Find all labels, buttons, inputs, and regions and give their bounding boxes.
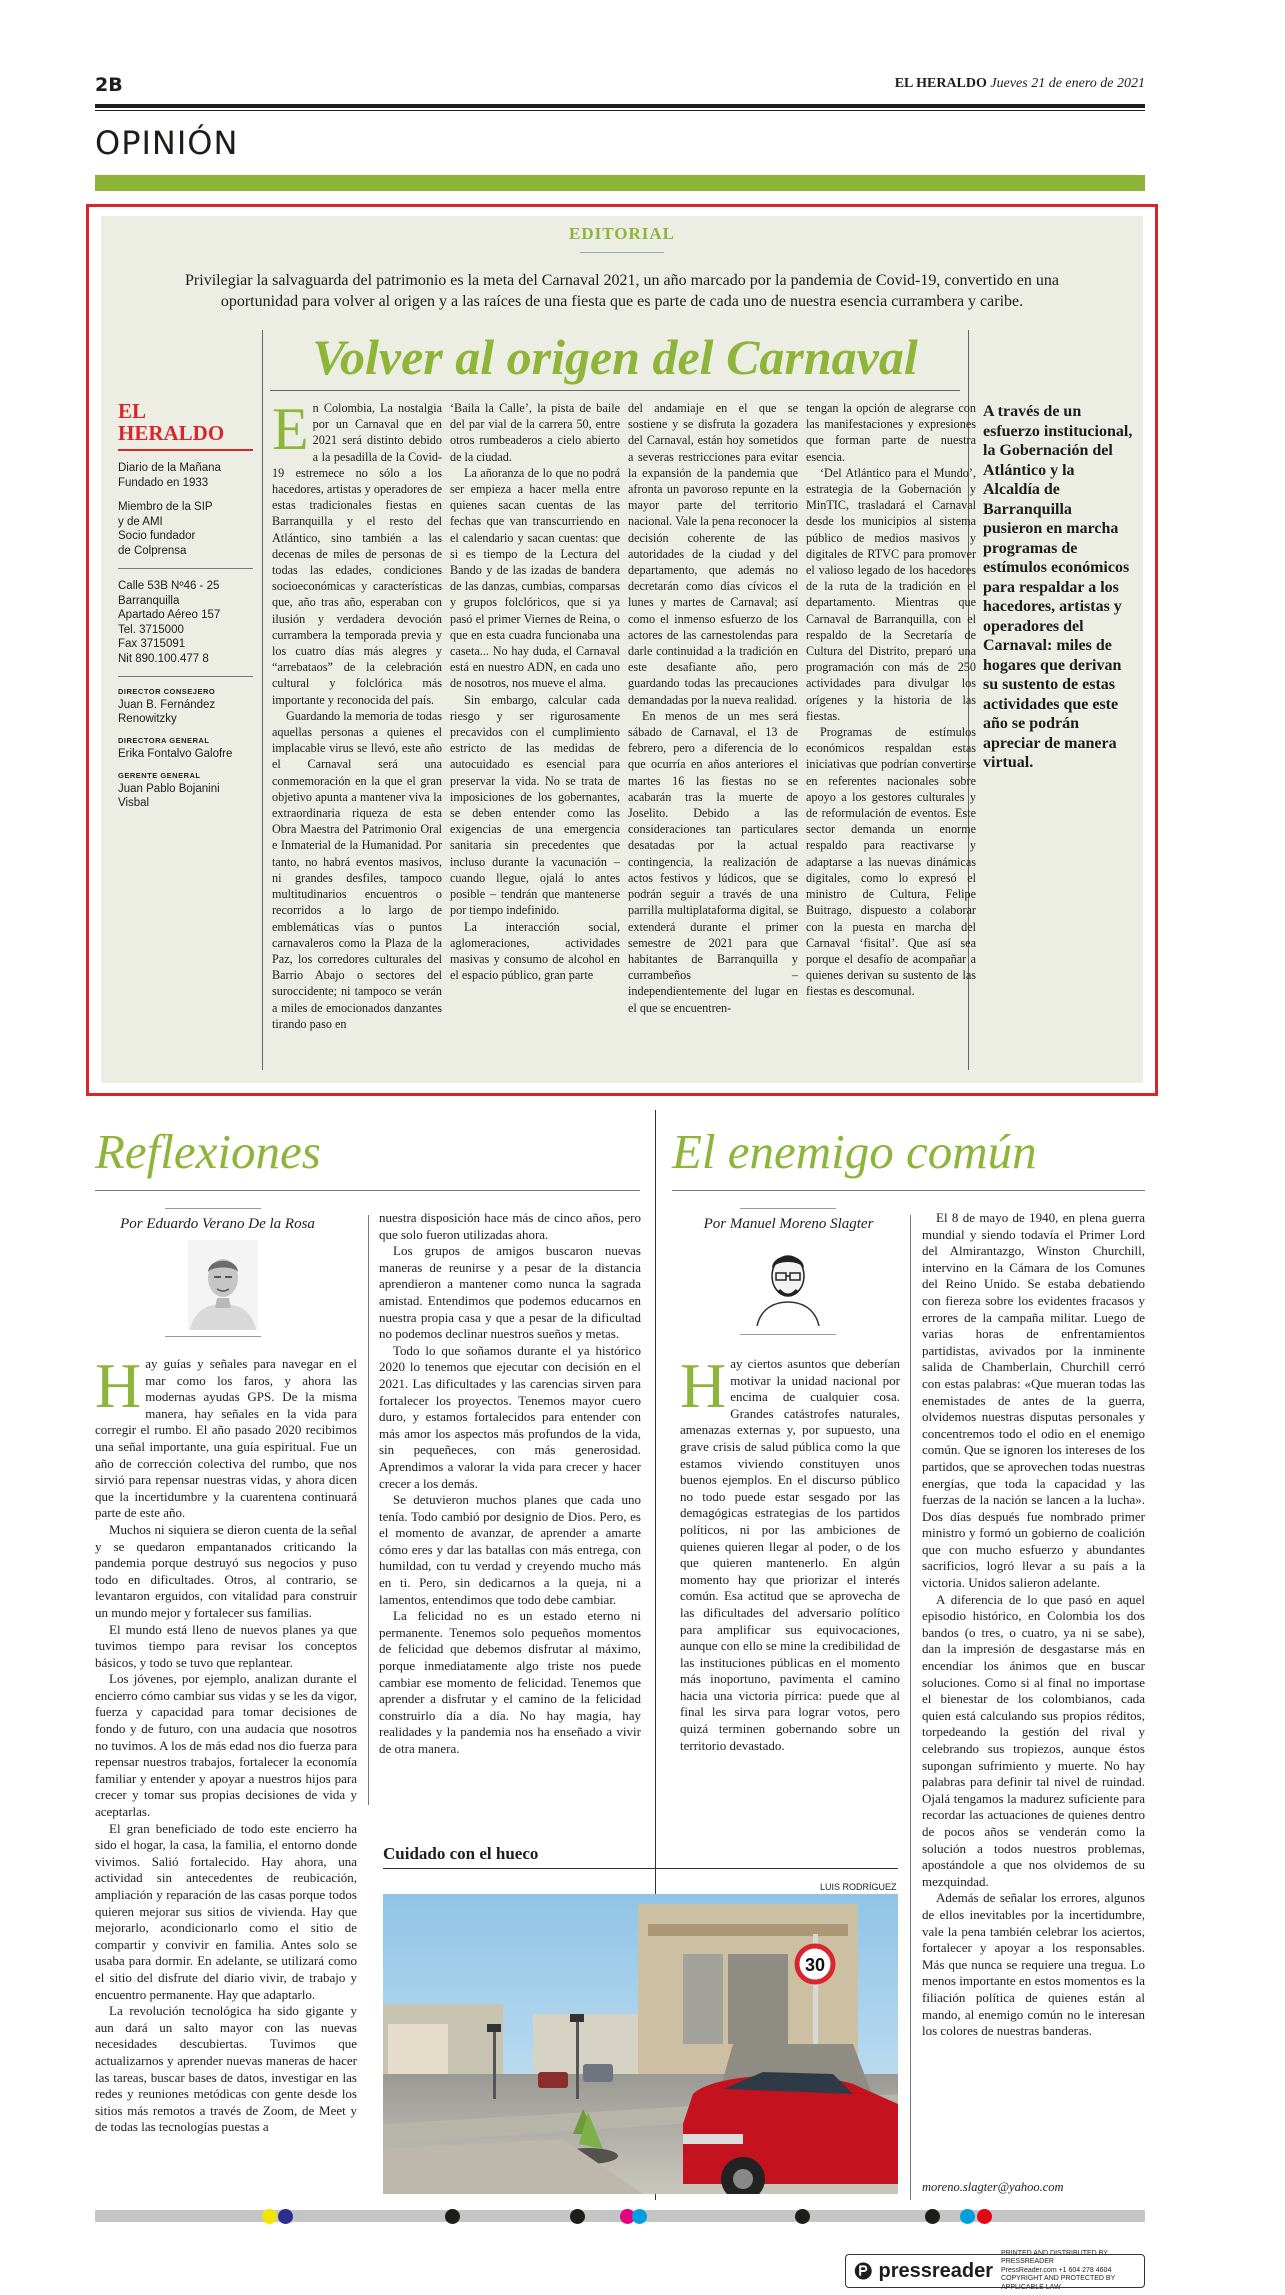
column-divider <box>368 1215 369 1805</box>
registration-dot <box>795 2209 810 2224</box>
article-paragraph: El mundo está lleno de nuevos planes ya que tuvimos tiempo para revisar los conceptos básicos, y todo se tuvo que replantear. <box>95 1621 357 1670</box>
imprint-address <box>118 579 253 666</box>
editorial-column-1 <box>272 396 442 1032</box>
byline-rule <box>165 1208 261 1209</box>
editorial-column-2 <box>450 400 620 983</box>
registration-dot <box>445 2209 460 2224</box>
imprint-role: DIRECTORA GENERAL <box>118 736 210 745</box>
imprint-line: Fundado en 1933 <box>118 476 209 489</box>
article-paragraph <box>680 1350 900 1754</box>
photo-rule <box>383 1868 898 1869</box>
registration-dot <box>570 2209 585 2224</box>
column-divider <box>910 1215 911 2200</box>
imprint-role: GERENTE GENERAL <box>118 771 201 780</box>
editorial-paragraph: del andamiaje en el que se sostiene y se disfruta la gozadera del Carnaval, están hoy sometidos a severas restricciones para evitar la expansión de la pandemia que afronta un pavoroso repunte en la mayor parte del territorio nacional. Vale la pena reconocer la decisión coherente de las autoridades de la ciudad y del departamento, que además no decretarán como días cívicos el lunes y martes de Carnaval; así como el inmenso esfuerzo de los actores de las carnestolendas para darle continuidad a la tradición en este desafiante año, pero guardando todas las precauciones demandadas por la nueva realidad. <box>628 401 798 707</box>
article-paragraph: Además de señalar los errores, algunos de ellos inevitables por la incertidumbre, vale la pena también celebrar los aciertos, fortalecer y apoyar a los responsables. Más que nunca se requiere una tregua. Lo menos importante en estos momentos es la filiación política de quienes están al mando, al enemigo común no le interesan los colores de nuestras banderas. <box>922 1890 1145 2039</box>
imprint-role: DIRECTOR CONSEJERO <box>118 687 216 696</box>
paragraph-text: n Colombia, La nostalgia por un Carnaval que en 2021 será distinto debido a la pesadilla de la Covid-19 estremece no sólo a los hacedores, artistas y operadores de estas tradicionales fiestas en Barranquilla y el resto del Atlántico, sino también a las decenas de miles de personas de todas las edades, condiciones socioeconómicas y características que, año tras año, esperaban con ilusión y verdadera devoción currambera la temporada previa y los cuatro días más alegres y “arrebataos” de la celebración cultural y folclórica más importante y reconocida del país. <box>272 401 442 707</box>
editorial-paragraph: tengan la opción de alegrarse con las manifestaciones y expresiones que forman parte de nuestra esencia. <box>806 401 976 464</box>
imprint-name: Juan B. Fernández Renowitzky <box>118 699 216 725</box>
registration-dot <box>960 2209 975 2224</box>
reflexiones-title: Reflexiones <box>95 1124 321 1179</box>
article-paragraph: Todo lo que soñamos durante el ya histórico 2020 lo tenemos que ejecutar con decisión en el 2021. Las dificultades y las carencias sirven para fortalecer los proyectos. Tenemos mayor cuero duro, y estamos fortalecidos para entender con más amor los aspectos más profundos de la vida, sin pequeñeces, con más generosidad. Aprendimos a valorar la vida para crecer y hacer crecer a los demás. <box>379 1342 641 1491</box>
editorial-headline: Volver al origen del Carnaval <box>312 329 918 385</box>
reflexiones-column-1 <box>95 1350 357 2136</box>
portrait-photo-icon <box>188 1240 258 1330</box>
header-rule-thin <box>95 110 1145 111</box>
imprint-line: Nit 890.100.477 8 <box>118 652 209 665</box>
imprint-line: Diario de la Mañana <box>118 462 221 474</box>
imprint-line: y de AMI <box>118 515 163 528</box>
kicker-rule <box>580 252 664 253</box>
imprint-box <box>118 400 253 810</box>
title-rule <box>95 1190 640 1191</box>
author-portrait <box>753 1240 823 1326</box>
editorial-paragraph: La añoranza de lo que no podrá ser empieza a hacer mella entre quienes sacan cuentas de las fechas que van transcurriendo en el calendario y sacan cuentas: que si es tiempo de la Lectura del Bando y de las izadas de bandera de las danzas, cumbias, comparsas y grupos folclóricos, que si ya pasó el primer Viernes de Reina, o que en esta cuadra funcionaba una caseta... No hay duda, el Carnaval está en nuestro ADN, en cada uno de nosotros, nos mueve el alma. <box>450 465 620 691</box>
masthead <box>895 76 1145 92</box>
title-rule <box>672 1190 1145 1191</box>
editorial-column-3 <box>628 400 798 1016</box>
article-paragraph: El gran beneficiado de todo este encierro ha sido el hogar, la casa, la familia, el entorno donde vivimos. Salió fortalecido. Hay ahora, una actividad sin antecedentes de reubicación, ampliación y reparación de las casas porque todos quieren mejorar sus sitios de vivienda. Hay que mejorarlo, acondicionarlo como el sitio de compartir y convivir en familia. Antes solo se usaba para dormir. En adelante, se utilizará como el sitio del disfrute del diario vivir, de trabajo y encuentro permanente. Hay que adaptarlo. <box>95 1820 357 2002</box>
photo-credit: LUIS RODRÍGUEZ <box>820 1882 897 1892</box>
street-photo <box>383 1894 898 2194</box>
editorial-paragraph: Programas de estímulos económicos respaldan estas iniciativas que podrían convertirse en referentes nacionales sobre apoyo a los gestores culturales y de reformulación de eventos. Este sector demanda un enorme respaldo para reactivarse y adaptarse a las nuevas dinámicas digitales, como lo expresó el ministro de Cultura, Felipe Buitrago, dispuesto a colaborar con la puesta en marcha del Carnaval ‘fisital’. Que así sea porque el desafío de acompañar a quienes derivan su sustento de las fiestas es descomunal. <box>806 725 976 999</box>
photo-title: Cuidado con el hueco <box>383 1844 539 1863</box>
portrait-sketch-icon <box>753 1240 823 1326</box>
article-paragraph: nuestra disposición hace más de cinco años, pero que solo fueron utilizadas ahora. <box>379 1210 641 1242</box>
editorial-pull-quote: A través de un esfuerzo institucional, la Gobernación del Atlántico y la Alcaldía de Barranquilla pusieron en marcha programas de estímulos económicos para respaldar a los hacedores, artistas y operadores del Carnaval: miles de hogares que derivan su sustento de estas actividades que este año se podrán apreciar de manera virtual. <box>983 403 1133 771</box>
registration-dot <box>278 2209 293 2224</box>
column-divider <box>262 330 263 1070</box>
imprint-line: Socio fundador <box>118 530 196 542</box>
registration-dot <box>262 2209 277 2224</box>
article-paragraph: El 8 de mayo de 1940, en plena guerra mundial y siendo todavía el Primer Lord del Almirantazgo, Winston Churchill, intervino en la Cámara de los Comunes del Reino Unido. Se estaba debatiendo con fiereza sobre los evidentes fracasos y errores de la campaña militar. Luego de varias horas de enfrentamientos partidistas, avivados por la inminente salida de Chamberlain, Churchill cerró con estas palabras: «Que mueran todas las enemistades de antes de la guerra, olvidemos nuestras disputas personales y concentremos todo el odio en el enemigo común. Que se ignoren los intereses de los partidos, que se aprovechen todas nuestras energías, que toda la capacidad y las fuerzas de la nación se lancen a la lucha». Dos días después fue nombrado primer ministro y formó un gobierno de coalición que con mucho esfuerzo y abundantes sacrificios, logró llevar a su país a la victoria. Unidos salieron adelante. <box>922 1210 1145 1591</box>
byline-rule <box>740 1208 836 1209</box>
registration-dot <box>925 2209 940 2224</box>
byline-rule <box>740 1334 836 1335</box>
section-title: OPINIÓN <box>95 124 239 162</box>
enemigo-byline: Por Manuel Moreno Slagter <box>703 1216 874 1232</box>
editorial-paragraph <box>272 396 442 708</box>
meta-line: PRINTED AND DISTRIBUTED BY PRESSREADER <box>1001 2249 1108 2266</box>
enemigo-column-2 <box>922 1210 1145 2040</box>
editorial-column-4 <box>806 400 976 1000</box>
imprint-rule <box>118 676 253 677</box>
paragraph-text: ay ciertos asuntos que deberían motivar la unidad nacional por encima de cualquier cosa. Grandes catástrofes naturales, amenazas externas y, por supuesto, una grave crisis de salud pública como la que estamos viviendo constituyen unos buenos ejemplos. En el discurso público no todo puede estar sesgado por las demagógicas estrategias de los partidos políticos, ni por las ambiciones de quienes quieren llegar al poder, o de los que quieren mantenerlo. En algún momento hay que priorizar el interés común. Esa actitud que se aprovecha de las dificultades del adversario político para amplificar sus equivocaciones, aunque con ello se mine la credibilidad de las instituciones públicas en el momento más inoportuno, pavimenta el camino hacia una victoria pírrica: puede que al final les sirva para lograr votos, pero quizá terminen gobernando sobre un territorio devastado. <box>680 1356 900 1753</box>
drop-cap: H <box>95 1350 142 1421</box>
article-paragraph: Los grupos de amigos buscaron nuevas maneras de reunirse y a pesar de la distancia aprendieron a mantener como nunca la sagrada amistad. Entendimos que podemos educarnos en nuestra propia casa y que a pesar de la dificultad no podemos declinar nuestros sueños y metas. <box>379 1243 641 1342</box>
editorial-paragraph: La interacción social, aglomeraciones, actividades masivas y consumo de alcohol en el espacio público, gran parte <box>450 919 620 983</box>
imprint-logo-rule <box>118 449 253 451</box>
drop-cap: H <box>680 1350 727 1421</box>
imprint-memberships <box>118 500 253 558</box>
enemigo-title: El enemigo común <box>672 1124 1037 1179</box>
imprint-line: Tel. 3715000 <box>118 623 184 636</box>
paper-name: EL HERALDO <box>894 76 987 91</box>
reflexiones-byline: Por Eduardo Verano De la Rosa <box>120 1216 315 1232</box>
enemigo-column-1 <box>680 1350 900 1754</box>
imprint-founding <box>118 461 253 490</box>
editorial-summary: Privilegiar la salvaguarda del patrimonio es la meta del Carnaval 2021, un año marcado por la pandemia de Covid-19, convertido en una oportunidad para volver al origen y a las raíces de una fiesta que es parte de cada uno de nuestra esencia currambera y caribe. <box>185 272 1059 310</box>
author-email[interactable]: moreno.slagter@yahoo.com <box>922 2180 1064 2194</box>
paragraph-text: ay guías y señales para navegar en el mar como los faros, y ahora las modernas ayudas GPS. De la misma manera, hay señales en la vida para corregir el rumbo. El año pasado 2020 recibimos una señal importante, una guía espiritual. Fue un año de corrección colectiva del rumbo, que nos sirvió para repensar nuestras vidas, y ahora dicen que la incertidumbre y la cuarentena continuará parte de este año. <box>95 1356 357 1521</box>
imprint-rule <box>118 568 253 569</box>
article-paragraph <box>95 1350 357 1522</box>
editorial-paragraph: Sin embargo, calcular cada riesgo y ser rigurosamente precavidos con el cumplimiento estricto de las medidas de autocuidado es esencial para preservar la vida. No se trata de imposiciones de los gobernantes, se deben entender como las exigencias de una emergencia sanitaria sin precedentes que incluso durante la vacunación – cuando llegue, ojalá lo antes posible – tendrán que mantenerse por tiempo indefinido. <box>450 692 620 918</box>
issue-date: Jueves 21 de enero de 2021 <box>990 76 1145 91</box>
page-number: 2B <box>95 74 123 96</box>
editorial-paragraph: Guardando la memoria de todas aquellas personas a quienes el implacable virus se llevó, este año el Carnaval será una conmemoración en la que el gran objetivo apunta a mantener viva la extraordinaria riqueza de esta Obra Maestra del Patrimonio Oral e Inmaterial de la Humanidad. Por tanto, no habrá eventos masivos, ni grandes desfiles, tampoco multitudinarios encuentros o recorridos a lo largo de emblemáticas vías o puntos carnavaleros como la Plaza de la Paz, los corredores culturales del Barrio Abajo o sectores del suroccidente; ni tampoco se verán a miles de emocionados danzantes tirando paso en <box>272 708 442 1031</box>
article-paragraph: A diferencia de lo que pasó en aquel episodio histórico, en Colombia los dos bandos (o tres, o cuatro, ya ni se sabe), dan la impresión de desgastarse más en encendiar los ánimos que en buscar soluciones. Como si al final no importase el bienestar de los colombianos, cada quien está calculando sus propios réditos, torpedeando la gestión del rival y celebrando sus tropiezos, aunque éstos supongan sufrimiento y muerte. No hay palabras para definir tal nivel de ruindad. Ojalá tengamos la madurez suficiente para recordar las actuaciones de quienes dentro de pocos años se venderán como la solución a todos nuestros problemas, apostándole a que nos olvidemos de su mezquindad. <box>922 1591 1145 1889</box>
article-paragraph: La felicidad no es un estado eterno ni permanente. Tenemos solo pequeños momentos de felicidad que debemos disfrutar al máximo, porque inmediatamente algo triste nos puede cambiar ese momento de felicidad. Tenemos que aprender a disfrutar y el camino de la felicidad construirlo día a día. No hay magia, hay realidades y la pandemia nos ha enseñado a vivir de otra manera. <box>379 1608 641 1756</box>
pressreader-badge[interactable] <box>845 2249 1145 2291</box>
pressreader-logo-icon <box>854 2259 872 2283</box>
imprint-line: Calle 53B Nº46 - 25 <box>118 580 220 592</box>
meta-line: COPYRIGHT AND PROTECTED BY APPLICABLE LAW <box>1001 2275 1116 2291</box>
editorial-paragraph: ‘Baila la Calle’, la pista de baile del par vial de la carrera 50, entre otros rumbeaderos a cielo abierto de la ciudad. <box>450 401 620 464</box>
imprint-logo: EL HERALDO <box>118 399 225 445</box>
meta-line: PressReader.com +1 604 278 4604 <box>1001 2266 1112 2274</box>
article-paragraph: La revolución tecnológica ha sido gigante y aun dará un salto mayor con las nuevas necesidades descubiertas. Tuvimos que actualizarnos y aprender nuevas maneras de hacer las tareas, buscar bases de datos, investigar en las redes y reuniones metódicas con gente desde los sitios más remotos a través de Zoom, de Meet y de todas las tecnologías puestas a <box>95 2003 357 2135</box>
registration-dot <box>977 2209 992 2224</box>
imprint-line: Barranquilla <box>118 594 180 607</box>
pressreader-wordmark: pressreader <box>878 2259 994 2282</box>
street-scene-icon <box>383 1894 898 2194</box>
headline-rule <box>270 390 960 391</box>
section-bar <box>95 175 1145 191</box>
byline-rule <box>165 1336 261 1337</box>
imprint-line: Fax 3715091 <box>118 638 186 650</box>
reflexiones-column-2 <box>379 1210 641 1758</box>
editorial-kicker: EDITORIAL <box>569 224 675 243</box>
article-paragraph: Se detuvieron muchos planes que cada uno tenía. Todo cambió por designio de Dios. Pero, es el momento de avanzar, de aprender a amarte cómo eres y dar las batallas con más entrega, con humildad, con tu verdad y creyendo mucho más en ti. Pero, sin dedicarnos a la queja, ni a lamentos, entendimos que todo debe cambiar. <box>379 1492 641 1607</box>
imprint-line: Apartado Aéreo 157 <box>118 609 221 621</box>
editorial-paragraph: En menos de un mes será sábado de Carnaval, el 13 de febrero, pero a diferencia de lo que ocurría en años anteriores el martes 16 las fiestas no se acabarán tras la muerte de Joselito. Debido a las consideraciones tan particulares desatadas por la actual contingencia, la realización de actos festivos y lúdicos, que se podrán seguir a través de una parrilla multiplataforma digital, se extenderá durante el primer semestre de 2021 para que habitantes de Barranquilla y currambeños – independientemente del lugar en el que se encuentren- <box>628 708 798 1015</box>
editorial-paragraph: ‘Del Atlántico para el Mundo’, estrategia de la Gobernación y MinTIC, trasladará el Carnaval desde los municipios al sistema público de medios masivos y digitales de RTVC para promover el valioso legado de los hacedores de la ruta de la tradición en el departamento. Mientras que Carnaval de Barranquilla, con el respaldo de la Secretaría de Cultura del Distrito, preparó una programación con más de 250 actividades para divulgar los orígenes y la historia de las fiestas. <box>806 465 976 723</box>
article-paragraph: Muchos ni siquiera se dieron cuenta de la señal y se quedaron empantanados criticando la pandemia porque destruyó sus negocios y puso todo en dificultades. Otros, al contrario, se levantaron erguidos, con vitalidad para construir un mundo mejor y fortalecer sus familias. <box>95 1521 357 1620</box>
registration-dot <box>632 2209 647 2224</box>
imprint-line: Miembro de la SIP <box>118 501 213 513</box>
article-paragraph: Los jóvenes, por ejemplo, analizan durante el encierro cómo cambiar sus vidas y se les da vigor, fuerza y capacidad para tomar decisiones de fondo y de futuro, con una audacia que nosotros no tuvimos. A los de más edad nos dio fuerza para repensar nuestros trabajos, fortalecer la economía familiar y entender y apoyar a nuestros hijos para crecer y tomar sus propias decisiones de vida y aceptarlas. <box>95 1671 357 1820</box>
speed-sign-text: 30 <box>804 1955 826 1975</box>
imprint-name: Erika Fontalvo Galofre <box>118 748 233 760</box>
pressreader-meta <box>1001 2250 1136 2293</box>
header-rule <box>95 104 1145 108</box>
author-portrait <box>188 1240 258 1330</box>
drop-cap: E <box>272 396 309 462</box>
imprint-name: Juan Pablo Bojanini Visbal <box>118 783 220 809</box>
imprint-line: de Colprensa <box>118 544 187 557</box>
